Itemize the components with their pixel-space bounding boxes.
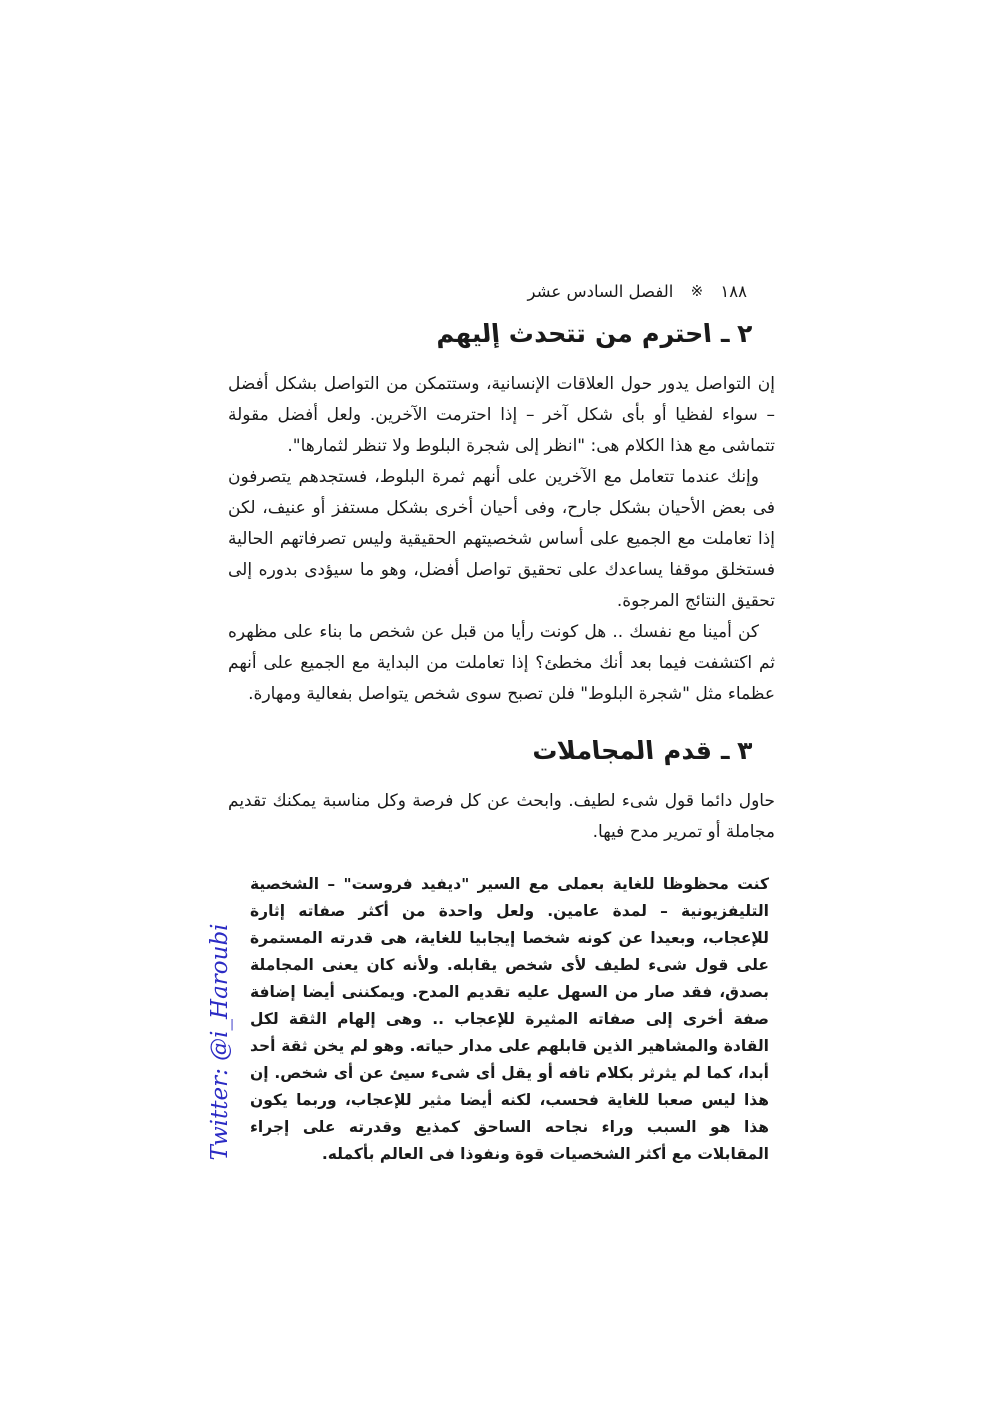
- anecdote-david-frost-note: كنت محظوظا للغاية بعملى مع السير "ديفيد فروست" – الشخصية التليفزيونية – لمدة عامين. ولعل واحدة من أكثر صفاته إثارة للإعجاب، وبعيدا عن كونه شخصا إيجابيا للغاية، هى قدرته المستمرة على قول شىء لطيف لأى شخص يقابله. ولأنه كان يعنى المجاملة بصدق، فقد صار من السهل عليه تقديم المدح. ويمكننى أيضا إضافة صفة أخرى إلى صفاته المثيرة للإعجاب .. وهى إلهام الثقة لكل القادة والمشاهير الذين قابلهم على مدار حياته. وهو لم يخن ثقة أحد أبدا، كما لم يثرثر بكلام تافه أو يقل أى شىء سيئ عن أى شخص. إن هذا ليس صعبا للغاية فحسب، لكنه أيضا مثير للإعجاب، وربما يكون هذا هو السبب وراء نجاحه الساحق كمذيع وقدرته على إجراء المقابلات مع أكثر الشخصيات قوة ونفوذا فى العالم بأكمله.: [250, 875, 769, 1163]
- watermark-twitter-handle: Twitter: @i_Haroubi: [207, 923, 233, 1161]
- paragraph-say-something-nice: حاول دائما قول شىء لطيف. وابحث عن كل فرصة وكل مناسبة يمكنك تقديم مجاملة أو تمرير مدح فيها.: [228, 791, 775, 842]
- section-heading-respect-listeners: ٢ ـ احترم من تتحدث إليهم: [434, 319, 755, 348]
- paragraph-communication-respect: إن التواصل يدور حول العلاقات الإنسانية، وستتمكن من التواصل بشكل أفضل – سواء لفظيا أو بأى شكل آخر – إذا احترمت الآخرين. ولعل أفضل مقولة تتماشى مع هذا الكلام هى: "انظر إلى شجرة البلوط ولا تنظر لثمارها".: [228, 374, 775, 456]
- section-heading-give-compliments: ٣ ـ قدم المجاملات: [530, 736, 755, 765]
- chapter-title: الفصل السادس عشر: [527, 282, 674, 301]
- paragraph-oak-fruit: وإنك عندما تتعامل مع الآخرين على أنهم ثمرة البلوط، فستجدهم يتصرفون فى بعض الأحيان بشكل جارح، وفى أحيان أخرى بشكل مستفز أو عنيف، لكن إذا تعاملت مع الجميع على أساس شخصيتهم الحقيقية وليس تصرفاتهم الحالية فستخلق موقفا يساعدك على تحقيق تواصل أفضل، وهو ما سيؤدى بدوره إلى تحقيق النتائج المرجوة.: [228, 467, 775, 611]
- page-number: ١٨٨: [720, 282, 747, 301]
- reference-mark-icon: ※: [690, 282, 704, 300]
- running-head: [528, 280, 747, 304]
- paragraph-be-honest: كن أمينا مع نفسك .. هل كونت رأيا من قبل عن شخص ما بناء على مظهره ثم اكتشفت فيما بعد أنك مخطئ؟ إذا تعاملت من البداية مع الجميع على أنهم عظماء مثل "شجرة البلوط" فلن تصبح سوى شخص يتواصل بفعالية ومهارة.: [228, 622, 775, 704]
- text-column: [228, 314, 775, 1168]
